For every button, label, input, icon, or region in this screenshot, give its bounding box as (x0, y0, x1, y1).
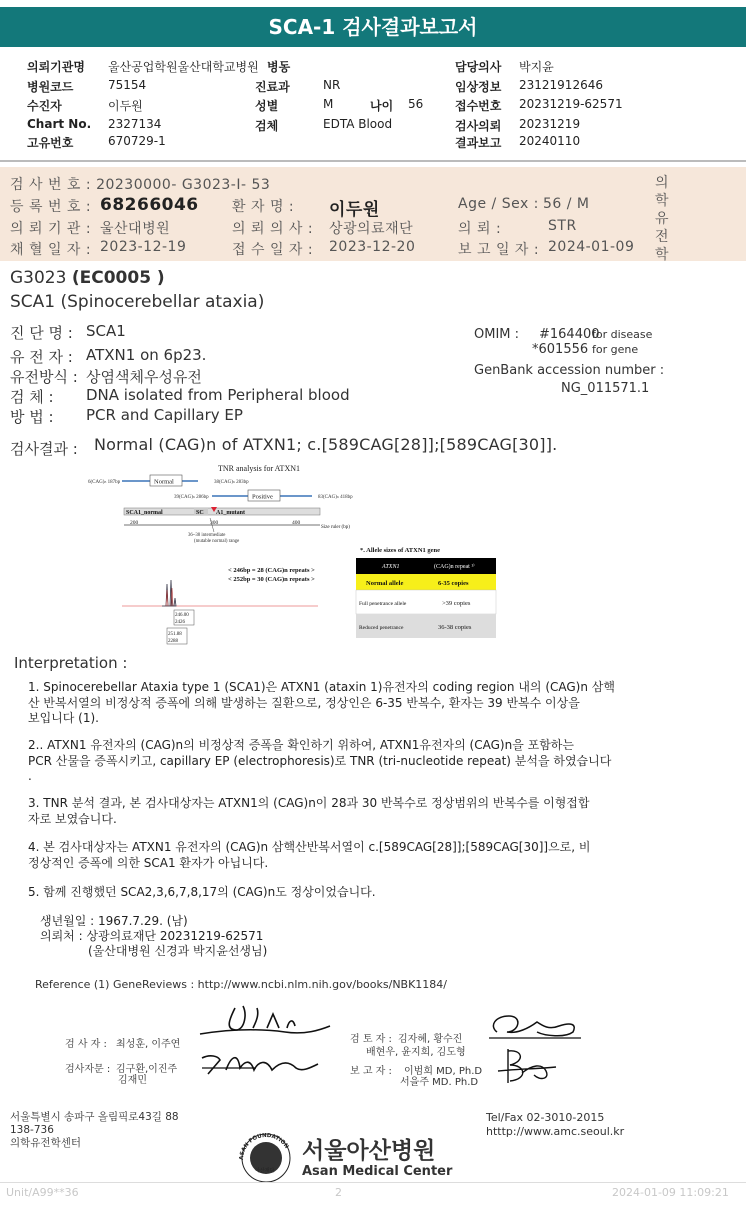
row-normal-value: 6-35 copies (438, 580, 469, 587)
contact (486, 1111, 624, 1139)
sex-label: 성별 (255, 99, 279, 113)
reviewer-signature (485, 1008, 585, 1044)
interp-line: 자로 보였습니다. (28, 811, 117, 826)
test-code (10, 268, 165, 288)
interp-line: PCR 산물을 증폭시키고, capillary EP (electrophoresis)로 TNR (tri-nucleotide repeat) 분석을 하였습니다 (28, 753, 612, 768)
receipt-label: 접수번호 (455, 99, 502, 113)
footer-divider (0, 1182, 746, 1183)
interp-p5: 5. 함께 진행했던 SCA2,3,6,7,8,17의 (CAG)n도 정상이었습니다. (28, 885, 376, 899)
code: G3023 (10, 268, 67, 288)
asan-foundation-logo (235, 1128, 297, 1184)
interpretation-heading: Interpretation : (14, 654, 128, 672)
reporter-label: 보 고 자 : (350, 1066, 392, 1077)
logo-inner-text: 아산재단 (255, 1168, 275, 1174)
genbank-label: GenBank accession number : (474, 363, 665, 378)
peaks (162, 580, 176, 606)
band-dept: STR (548, 218, 577, 234)
band-patient-name: 이두원 (329, 200, 380, 220)
dept-label: 진료과 (255, 80, 290, 94)
tester-signature (195, 1000, 335, 1042)
chart-label: Chart No. (27, 117, 92, 131)
repeat2: < 252bp = 30 (CAG)n repeats > (228, 576, 315, 583)
institution: 울산공업학원울산대학교병원 (108, 60, 259, 74)
requester: 의뢰처 : 상광의료재단 20231219-62571 (40, 929, 264, 943)
ward-label: 병동 (267, 60, 291, 74)
clinical: 23121912646 (519, 78, 603, 92)
interp-line: 3. TNR 분석 결과, 본 검사대상자는 ATXN1의 (CAG)n이 28과 30 반복수로 정상범위의 반복수를 이형접합 (28, 796, 590, 810)
advisor-signature (196, 1048, 326, 1080)
peak1-size: 246.00 (175, 613, 189, 618)
receipt: 20231219-62571 (519, 97, 623, 111)
bottom-left: Unit/A99**36 (6, 1186, 79, 1199)
reporter-signature (492, 1045, 562, 1089)
side-char: 유 (655, 211, 670, 227)
repeat1: < 246bp = 28 (CAG)n repeats > (228, 567, 315, 574)
omim-1-note: for disease (592, 328, 653, 341)
address (10, 1111, 179, 1150)
hospital-name-en: Asan Medical Center (302, 1164, 453, 1179)
code2: (EC0005 ) (71, 268, 165, 288)
age: 56 (408, 97, 424, 111)
band-doc-label: 의 뢰 의 사 : (232, 221, 314, 237)
omim-label: OMIM : (474, 327, 520, 342)
positive-label: Positive (252, 493, 273, 501)
label-39: 39(CAG)ₙ 286bp (174, 495, 209, 500)
side-char: 전 (655, 229, 670, 245)
website: htttp://www.amc.seoul.kr (486, 1125, 625, 1138)
side-char: 학 (655, 193, 670, 209)
interp-line: 산 반복서열의 비정상적 증폭에 의해 발생하는 질환으로, 정상인은 6-35 반복수, 환자는 39 반복수 이상을 (28, 695, 580, 710)
intermediate: 36~38 intermediate (188, 533, 226, 538)
specimen: EDTA Blood (323, 117, 393, 131)
ruler-label: Size ruler (bp) (321, 525, 350, 530)
interp-line: 보입니다 (1). (28, 711, 99, 725)
genbank: NG_011571.1 (561, 381, 650, 396)
sample-label: 검 체 : (10, 388, 54, 406)
result: Normal (CAG)n of ATXN1; c.[589CAG[28]];[589CAG[30]]. (94, 435, 558, 454)
collect-date: 2023-12-19 (100, 239, 187, 255)
row-reduced-value: 36-38 copies (438, 624, 472, 631)
interp-line: 4. 본 검사대상자는 ATXN1 유전자의 (CAG)n 삼핵산반복서열이 c.[589CAG[28]];[589CAG[30]]으로, 비 (28, 840, 591, 854)
band-doc: 상광의료재단 (329, 221, 414, 237)
chart-no: 2327134 (108, 117, 162, 131)
hospital-code-label: 병원코드 (27, 80, 74, 94)
ruler-300: 300 (210, 520, 219, 526)
address-line: 의학유전학센터 (10, 1137, 82, 1149)
unique-id: 670729-1 (108, 134, 166, 148)
peak2-size: 251.88 (168, 632, 182, 637)
dept: NR (323, 78, 341, 92)
ruler-400: 400 (292, 520, 301, 526)
bar-normal: SCA1_normal (126, 510, 163, 516)
address-line: 서울특별시 송파구 올림픽로43길 88 (10, 1111, 179, 1123)
band-report-date: 2024-01-09 (548, 239, 635, 255)
peak1-height: 2426 (175, 620, 185, 625)
print-timestamp: 2024-01-09 11:09:21 (612, 1186, 729, 1199)
row-normal-label: Normal allele (366, 580, 404, 587)
intermediate2: (mutable normal) range (194, 539, 240, 544)
reporter: 이범희 MD, Ph.D (404, 1066, 483, 1077)
address-line: 138-736 (10, 1124, 54, 1136)
bar-sc: SC (196, 510, 204, 516)
tester: 최성훈, 이주연 (116, 1039, 181, 1050)
normal-label: Normal (154, 478, 174, 486)
sample: DNA isolated from Peripheral blood (86, 386, 350, 404)
clinical-label: 임상정보 (455, 80, 502, 94)
report-label: 결과보고 (455, 136, 502, 150)
logo-ring-text: ASAN FOUNDATION (238, 1132, 290, 1161)
interp-p4 (28, 840, 591, 871)
reference: Reference (1) GeneReviews : http://www.ncbi.nlm.nih.gov/books/NBK1184/ (35, 978, 448, 991)
inherit: 상염색체우성유전 (86, 368, 202, 386)
advisor2: 김재민 (118, 1075, 147, 1086)
hospital-code: 75154 (108, 78, 147, 92)
sex: M (323, 97, 334, 111)
table-head-1: ATXN1 (382, 564, 400, 570)
table-head-bg (356, 558, 496, 574)
band-receipt-date: 2023-12-20 (329, 239, 416, 255)
inherit-label: 유전방식 : (10, 368, 78, 386)
side-char: 의 (655, 175, 670, 191)
method-label: 방 법 : (10, 408, 54, 426)
age-sex: 56 / M (543, 196, 590, 212)
omim-2-note: for gene (592, 343, 639, 356)
band-receipt-label: 접 수 일 자 : (232, 242, 314, 258)
method: PCR and Capillary EP (86, 406, 243, 424)
requester2: (울산대병원 신경과 박지윤선생님) (88, 944, 268, 958)
omim-2: *601556 (532, 342, 589, 357)
ruler-200: 200 (130, 520, 139, 526)
advisor-label: 검사자문 : (65, 1064, 111, 1075)
age-label: 나이 (370, 99, 394, 113)
bar-mutant: A1_mutant (216, 510, 246, 516)
interp-p3 (28, 796, 589, 827)
page-number: 2 (335, 1186, 342, 1199)
gene: ATXN1 on 6p23. (86, 346, 207, 364)
hospital-name-kr: 서울아산병원 (302, 1138, 436, 1164)
institution-label: 의뢰기관명 (27, 60, 85, 74)
reg-no: 68266046 (100, 195, 199, 215)
side-text (655, 174, 671, 264)
omim-1: #164400 (539, 327, 600, 342)
band-inst-label: 의 뢰 기 관 : (10, 221, 92, 237)
result-label: 검사결과 : (10, 440, 78, 458)
birth-date: 생년월일 : 1967.7.29. (남) (40, 914, 188, 928)
interp-line: . (28, 769, 32, 783)
peak2-height: 2288 (168, 639, 178, 644)
request-date: 20231219 (519, 117, 581, 131)
doctor: 박지윤 (519, 60, 554, 74)
patient-label: 수진자 (27, 99, 62, 113)
interp-p2 (28, 738, 611, 785)
telfax: Tel/Fax 02-3010-2015 (486, 1111, 605, 1124)
band-dept-label: 의 뢰 : (458, 221, 502, 237)
header-divider (0, 160, 746, 162)
age-sex-label: Age / Sex : (458, 196, 539, 212)
row-full-label: Full penetrance allele (359, 601, 407, 607)
band-patient-label: 환 자 명 : (232, 199, 295, 215)
interp-line: 2.. ATXN1 유전자의 (CAG)n의 비정상적 증폭을 확인하기 위하여, ATXN1유전자의 (CAG)n을 포함하는 (28, 738, 574, 752)
doctor-label: 담당의사 (455, 60, 502, 74)
label-left: 6(CAG)ₙ 187bp (88, 480, 121, 485)
side-char: 학 (655, 247, 670, 263)
report-title: SCA-1 검사결과보고서 (0, 7, 746, 47)
band-inst: 울산대병원 (100, 221, 171, 237)
collect-label: 채 혈 일 자 : (10, 242, 92, 258)
advisor: 김구환,이진주 (116, 1064, 178, 1075)
test-no: 검 사 번 호 : 20230000- G3023-I- 53 (10, 177, 271, 193)
request-label: 검사의뢰 (455, 119, 502, 133)
specimen-label: 검체 (255, 119, 279, 133)
diag-label: 진 단 명 : (10, 324, 73, 342)
tester-label: 검 사 자 : (65, 1039, 107, 1050)
label-mid: 38(CAG)ₙ 283bp (214, 480, 249, 485)
reviewer-label: 검 토 자 : (350, 1034, 392, 1045)
band-report-label: 보 고 일 자 : (458, 242, 540, 258)
interp-line: 1. Spinocerebellar Ataxia type 1 (SCA1)은 ATXN1 (ataxin 1)유전자의 coding region 내의 (CAG)n 삼핵 (28, 680, 615, 694)
reviewer: 김자혜, 황수진 (398, 1034, 463, 1045)
interp-p1 (28, 680, 615, 727)
row-reduced-label: Reduced penetrance (359, 625, 404, 631)
table-head-2: (CAG)n repeat ¹⁾ (434, 564, 475, 570)
diag: SCA1 (86, 322, 126, 340)
label-83: 83(CAG)ₙ 418bp (318, 495, 353, 500)
tnr-figure (88, 460, 508, 660)
id-label: 고유번호 (27, 136, 74, 150)
interp-line: 정상적인 증폭에 의한 SCA1 환자가 아닙니다. (28, 855, 269, 870)
patient: 이두원 (108, 99, 143, 113)
gene-label: 유 전 자 : (10, 348, 73, 366)
row-full-value: >39 copies (442, 600, 471, 607)
tnr-title: TNR analysis for ATXN1 (218, 464, 300, 473)
allele-title: *. Allele sizes of ATXN1 gene (360, 547, 441, 554)
reg-label: 등 록 번 호 : (10, 199, 92, 215)
reviewer2: 배현우, 윤지희, 김도형 (366, 1047, 466, 1058)
reporter2: 서을주 MD. Ph.D (400, 1077, 479, 1088)
disease-name: SCA1 (Spinocerebellar ataxia) (10, 292, 265, 312)
report-date: 20240110 (519, 134, 581, 148)
